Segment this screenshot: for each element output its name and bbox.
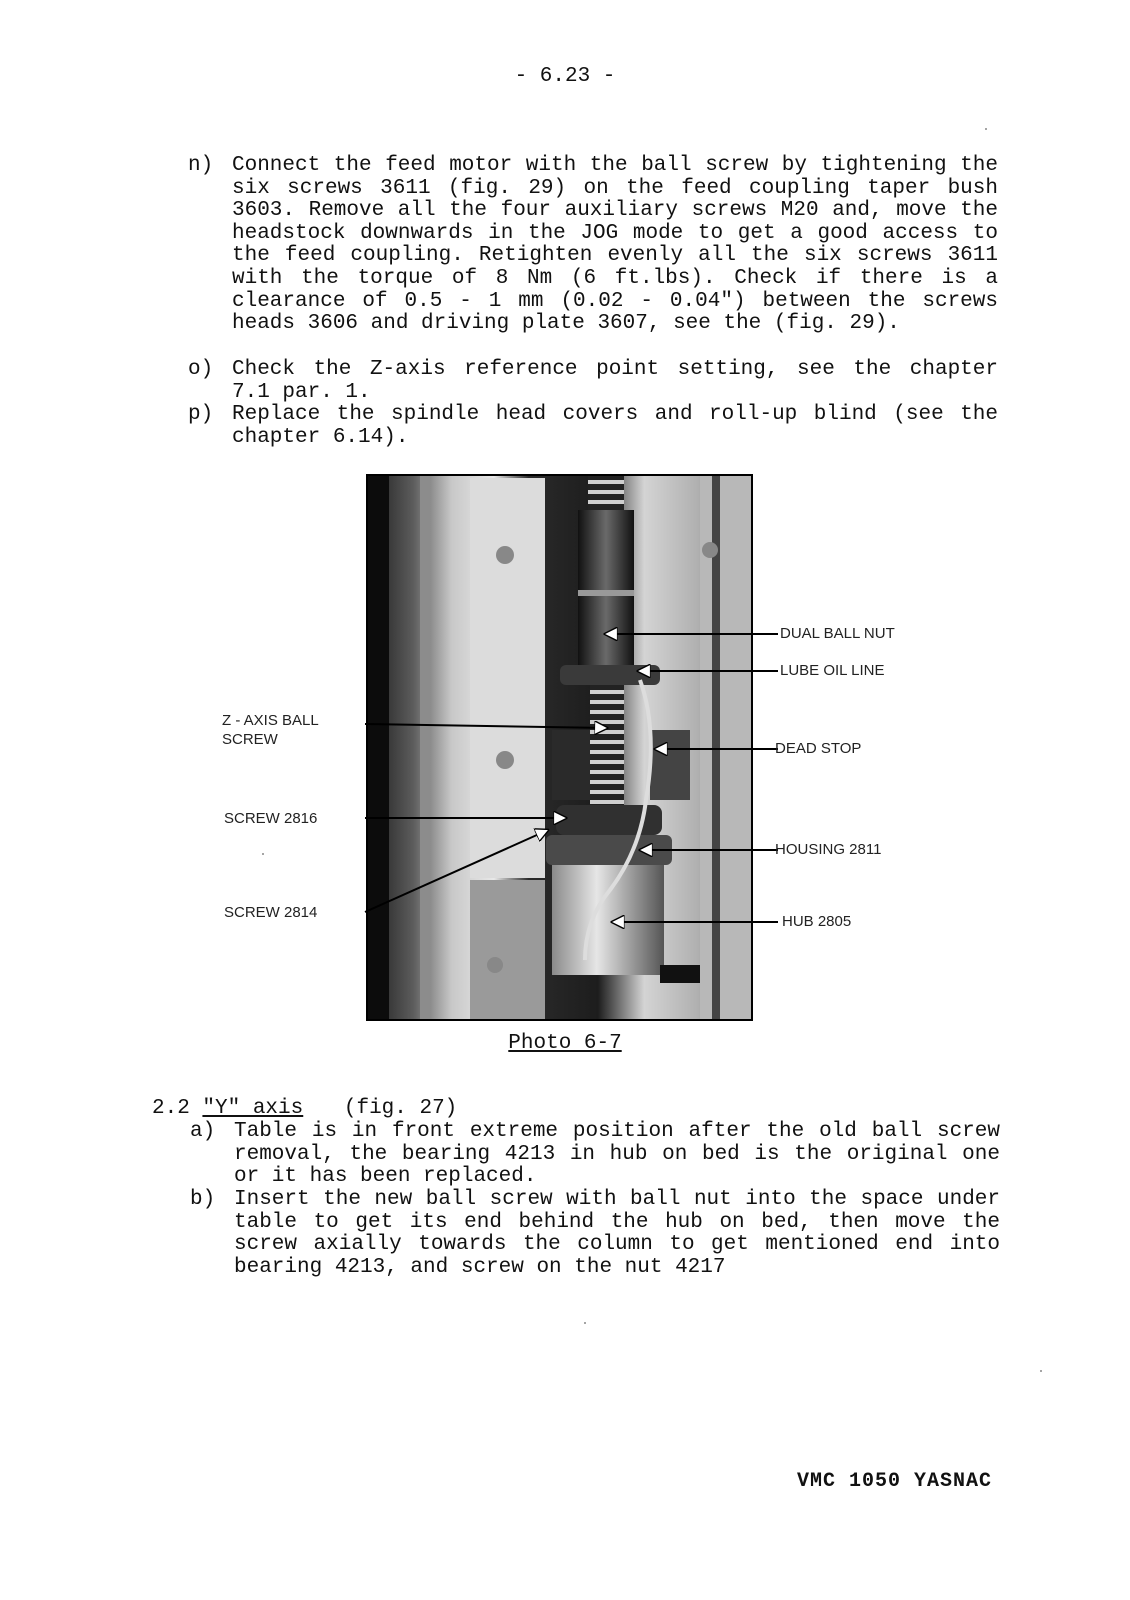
page-number: - 6.23 - [514,65,616,88]
scan-speck [262,853,264,855]
step-text: Check the Z-axis reference point setting, see the chapter 7.1 par. 1. [232,358,998,404]
label-z-axis-ball-screw-line1: Z - AXIS BALL [222,712,319,729]
label-screw-2816: SCREW 2816 [224,810,318,827]
label-lube-oil-line: LUBE OIL LINE [780,662,885,679]
step-text: Insert the new ball screw with ball nut into the space under table to get its end behind the hub on bed, then move the screw axially towards the column to get mentioned end into bearing 4213, and screw on the nut 4217 [234,1188,1000,1279]
step-marker: n) [188,154,214,177]
footer-model: VMC 1050 YASNAC [797,1470,993,1493]
label-z-axis-ball-screw-line2: SCREW [222,731,278,748]
section-title: "Y" axis [202,1097,304,1120]
section-heading [152,1097,457,1120]
label-screw-2814: SCREW 2814 [224,904,318,921]
step-text: Table is in front extreme position after the old ball screw removal, the bearing 4213 in hub on bed is the original one or it has been replaced. [234,1120,1000,1189]
label-dead-stop: DEAD STOP [775,740,862,757]
section-ref: (fig. 27) [343,1097,458,1120]
step-marker: p) [188,403,214,426]
step-text: Connect the feed motor with the ball screw by tightening the six screws 3611 (fig. 29) on the feed coupling taper bush 3603. Remove all the four auxiliary screws M20 and, move the headstock downwards in the JOG mode to get a good access to the feed coupling. Retighten evenly all the six screws 3611 with the torque of 8 Nm (6 ft.lbs). Check if there is a clearance of 0.5 - 1 mm (0.02 - 0.04") between the screws heads 3606 and driving plate 3607, see the (fig. 29). [232,154,998,336]
step-marker: a) [190,1120,216,1143]
step-a [190,1121,1000,1189]
step-text: Replace the spindle head covers and roll-up blind (see the chapter 6.14). [232,403,998,449]
label-housing: HOUSING 2811 [775,841,882,858]
scan-speck [1040,1370,1042,1372]
scan-speck [985,128,987,130]
label-hub: HUB 2805 [782,913,852,930]
photo-caption: Photo 6-7 [508,1032,622,1055]
step-marker: b) [190,1188,216,1211]
step-marker: o) [188,358,214,381]
step-b [190,1189,1000,1279]
section-number: 2.2 [152,1097,190,1120]
scan-speck [584,1322,586,1324]
label-dual-ball-nut: DUAL BALL NUT [780,625,895,642]
